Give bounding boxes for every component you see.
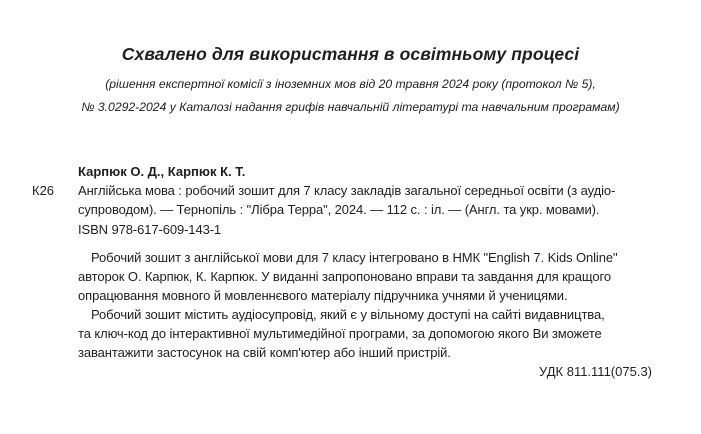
approval-line-2: № 3.0292-2024 у Каталозі надання грифів навчальній літературі та навчальним програмам) xyxy=(81,100,620,114)
author-sign-code: К26 xyxy=(32,183,55,198)
isbn: ISBN 978-617-609-143-1 xyxy=(78,222,222,237)
annotation-paragraph-1-line-1: Робочий зошит з англійської мови для 7 класу інтегровано в НМК "English 7. Kids Online" xyxy=(91,250,618,265)
approval-title: Схвалено для використання в освітньому процесі xyxy=(121,44,580,64)
annotation-paragraph-2-line-1: Робочий зошит містить аудіосупровід, який є у вільному доступі на сайті видавництва, xyxy=(91,307,605,322)
annotation-paragraph-1-line-3: опрацювання мовного й мовленнєвого матеріалу підручника учнями й ученицями. xyxy=(78,288,568,303)
annotation-paragraph-2-line-2: та ключ-код до інтерактивної мультимедійної програми, за допомогою якого Ви зможете xyxy=(78,326,602,341)
authors: Карпюк О. Д., Карпюк К. Т. xyxy=(78,164,246,179)
bibliographic-description-line-1: Англійська мова : робочий зошит для 7 класу закладів загальної середньої освіти (з аудіо- xyxy=(78,183,616,198)
annotation-paragraph-1-line-2: авторок О. Карпюк, К. Карпюк. У виданні запропоновано вправи та завдання для кращого xyxy=(78,269,611,284)
bibliographic-description-line-2: супроводом). — Тернопіль : "Лібра Терра", 2024. — 112 с. : іл. — (Англ. та укр. мовами). xyxy=(78,202,600,217)
annotation-paragraph-2-line-3: завантажити застосунок на свій комп'ютер або інший пристрій. xyxy=(78,345,451,360)
approval-line-1: (рішення експертної комісії з іноземних мов від 20 травня 2024 року (протокол № 5), xyxy=(105,77,596,91)
udc-code: УДК 811.111(075.3) xyxy=(539,364,652,379)
